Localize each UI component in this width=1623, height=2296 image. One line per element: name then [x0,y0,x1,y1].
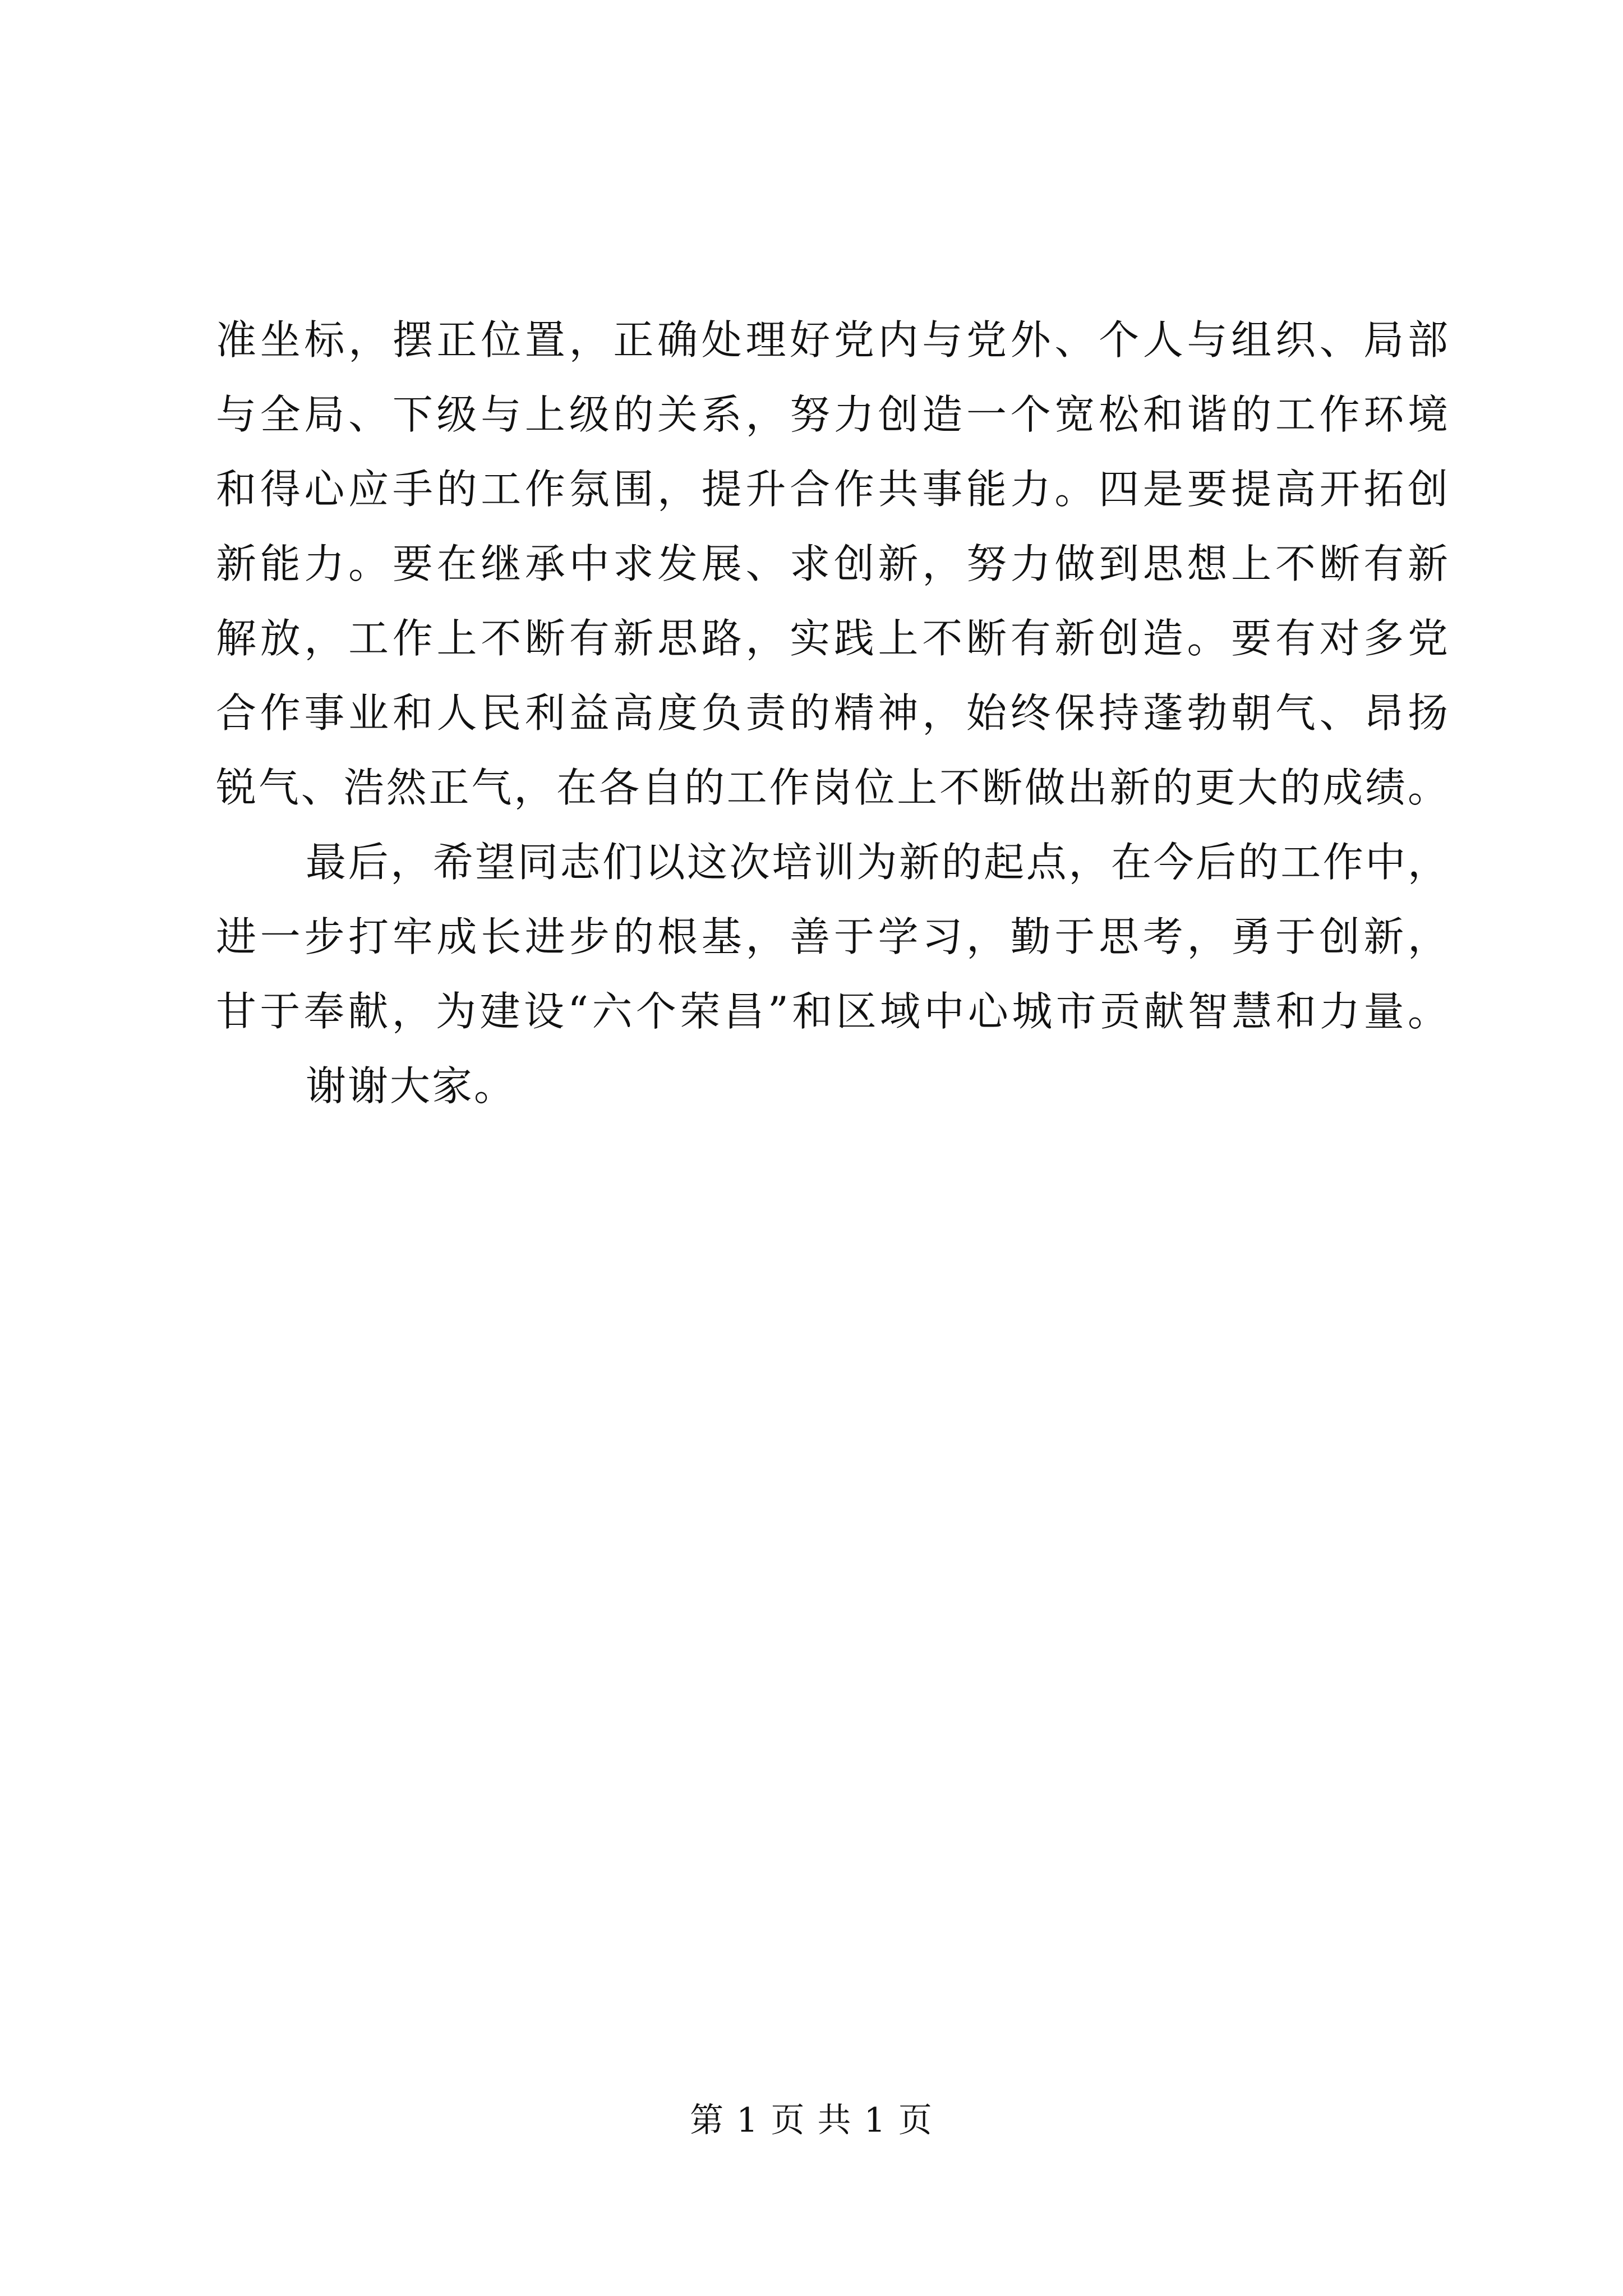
body-line: 最后，希望同志们以这次培训为新的起点，在今后的工作中， [306,839,1450,886]
closing-line: 谢谢大家。 [306,1062,517,1110]
body-line: 和得心应手的工作氛围，提升合作共事能力。四是要提高开拓创 [216,466,1450,513]
page-number-footer: 第 1 页 共 1 页 [690,2101,933,2140]
body-line: 锐气、浩然正气，在各自的工作岗位上不断做出新的更大的成绩。 [216,764,1450,811]
body-line: 新能力。要在继承中求发展、求创新，努力做到思想上不断有新 [216,540,1450,587]
body-line: 合作事业和人民利益高度负责的精神，始终保持蓬勃朝气、昂扬 [216,689,1450,737]
document-body [216,303,1450,1124]
body-line: 进一步打牢成长进步的根基，善于学习，勤于思考，勇于创新， [216,913,1450,960]
body-line: 解放，工作上不断有新思路，实践上不断有新创造。要有对多党 [216,615,1450,662]
body-line: 甘于奉献，为建设“六个荣昌”和区域中心城市贡献智慧和力量。 [216,988,1450,1035]
body-line: 准坐标，摆正位置，正确处理好党内与党外、个人与组织、局部 [216,316,1450,364]
body-line: 与全局、下级与上级的关系，努力创造一个宽松和谐的工作环境 [216,391,1450,438]
